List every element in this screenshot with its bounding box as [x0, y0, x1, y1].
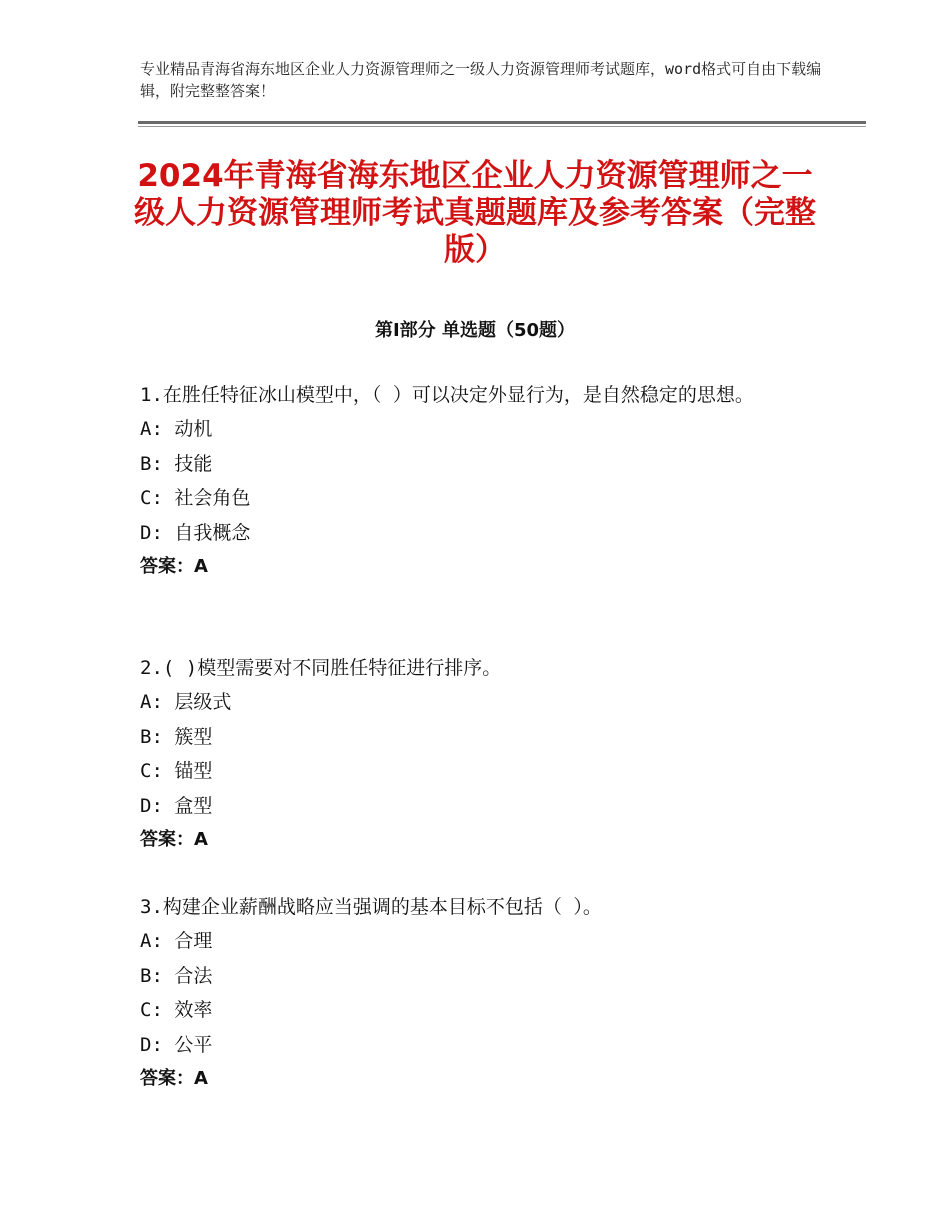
- option-a: A: 层级式: [140, 691, 232, 713]
- option-d: D: 公平: [140, 1033, 213, 1056]
- option-a: A: 动机: [140, 418, 213, 440]
- question-stem: 3.构建企业薪酬战略应当强调的基本目标不包括（ ）。: [140, 896, 602, 918]
- option-d: D: 盒型: [140, 794, 213, 817]
- option-d: D: 自我概念: [140, 521, 251, 544]
- question-stem: 2.( )模型需要对不同胜任特征进行排序。: [140, 657, 502, 679]
- question-1: [140, 379, 820, 584]
- option-c: C: 锚型: [140, 760, 213, 782]
- header-divider-thick: [138, 121, 866, 124]
- question-2: [140, 652, 820, 857]
- question-stem: 1.在胜任特征冰山模型中，（ ）可以决定外显行为，是自然稳定的思想。: [140, 384, 754, 406]
- option-b: B: 簇型: [140, 725, 213, 748]
- option-c: C: 社会角色: [140, 487, 251, 509]
- answer-line: 答案：A: [140, 829, 208, 850]
- option-b: B: 合法: [140, 964, 213, 987]
- header-divider-thin: [138, 126, 866, 127]
- option-c: C: 效率: [140, 999, 213, 1021]
- answer-line: 答案：A: [140, 556, 208, 577]
- option-a: A: 合理: [140, 930, 213, 952]
- answer-line: 答案：A: [140, 1068, 208, 1089]
- header-note: 专业精品青海省海东地区企业人力资源管理师之一级人力资源管理师考试题库，word格式可自由下载编辑，附完整整答案！: [140, 60, 822, 100]
- document-title: 2024年青海省海东地区企业人力资源管理师之一级人力资源管理师考试真题题库及参考答案（完整版）: [134, 158, 816, 268]
- question-3: [140, 891, 820, 1096]
- section-title: 第Ⅰ部分 单选题（50题）: [374, 320, 575, 341]
- option-b: B: 技能: [140, 452, 213, 475]
